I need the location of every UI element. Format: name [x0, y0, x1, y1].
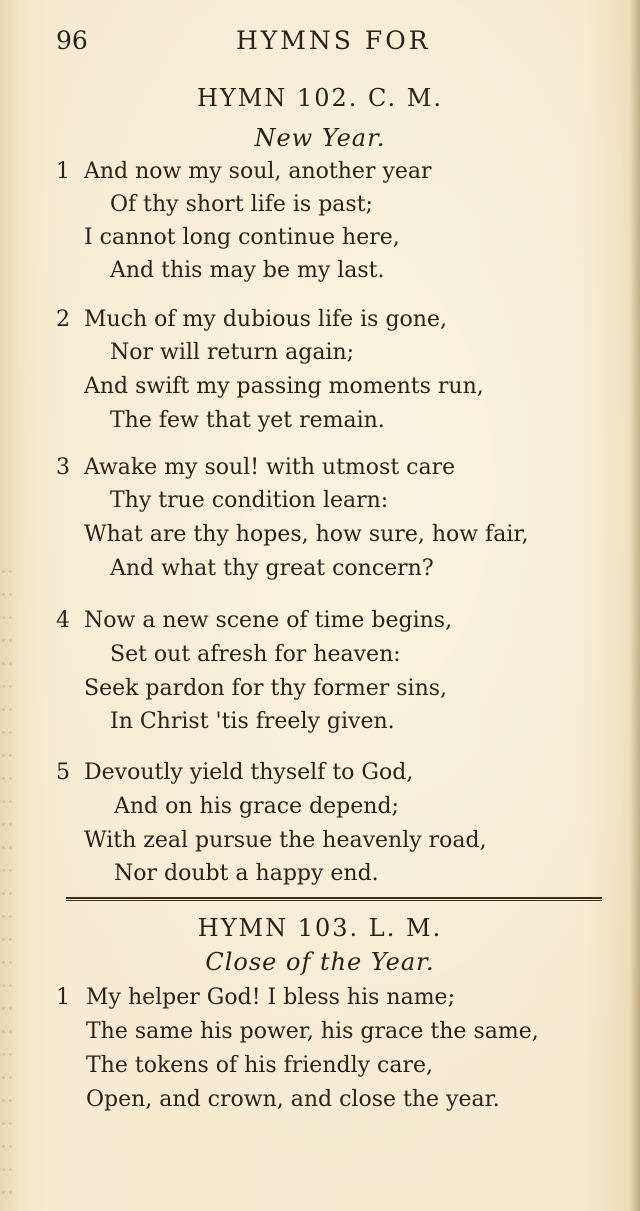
verse-line: The few that yet remain. — [110, 408, 385, 433]
verse-line: Now a new scene of time begins, — [84, 608, 453, 633]
running-head: HYMNS FOR — [236, 26, 431, 55]
page-number: 96 — [56, 26, 88, 55]
verse-line: Much of my dubious life is gone, — [84, 307, 447, 332]
verse-line: My helper God! I bless his name; — [86, 985, 455, 1010]
verse-line: Of thy short life is past; — [110, 192, 373, 217]
verse-line: With zeal pursue the heavenly road, — [84, 828, 487, 853]
verse-line: The tokens of his friendly care, — [86, 1053, 434, 1078]
spine-wear — [0, 560, 14, 1210]
verse-line: And now my soul, another year — [84, 159, 432, 184]
verse-line: Open, and crown, and close the year. — [86, 1087, 500, 1112]
verse-line: And swift my passing moments run, — [84, 374, 484, 399]
verse-line: And on his grace depend; — [114, 794, 399, 819]
stanza-number: 1 — [56, 985, 70, 1010]
verse-line: And this may be my last. — [110, 258, 385, 283]
verse-line: In Christ 'tis freely given. — [110, 709, 395, 734]
stanza-number: 5 — [56, 760, 70, 785]
verse-line: Thy true condition learn: — [110, 488, 389, 513]
stanza-number: 2 — [56, 307, 70, 332]
verse-line: Devoutly yield thyself to God, — [84, 760, 414, 785]
verse-line: I cannot long continue here, — [84, 225, 400, 250]
hymn-title: HYMN 103. L. M. — [197, 914, 443, 942]
section-divider — [66, 897, 602, 901]
page-header — [0, 24, 640, 60]
stanza-number: 4 — [56, 608, 70, 633]
hymn-title: HYMN 102. C. M. — [196, 84, 443, 112]
verse-line: Seek pardon for thy former sins, — [84, 676, 448, 701]
verse-line: Nor will return again; — [110, 340, 355, 365]
verse-line: Awake my soul! with utmost care — [84, 455, 456, 480]
verse-line: Set out afresh for heaven: — [110, 642, 401, 667]
stanza-number: 1 — [56, 159, 70, 184]
hymn-subtitle: Close of the Year. — [205, 948, 435, 976]
verse-line: And what thy great concern? — [110, 556, 434, 581]
verse-line: Nor doubt a happy end. — [114, 861, 379, 886]
stanza-number: 3 — [56, 455, 70, 480]
verse-line: What are thy hopes, how sure, how fair, — [84, 522, 529, 547]
verse-line: The same his power, his grace the same, — [86, 1019, 539, 1044]
hymn-subtitle: New Year. — [254, 124, 386, 152]
page-edge-shadow — [630, 0, 640, 1211]
